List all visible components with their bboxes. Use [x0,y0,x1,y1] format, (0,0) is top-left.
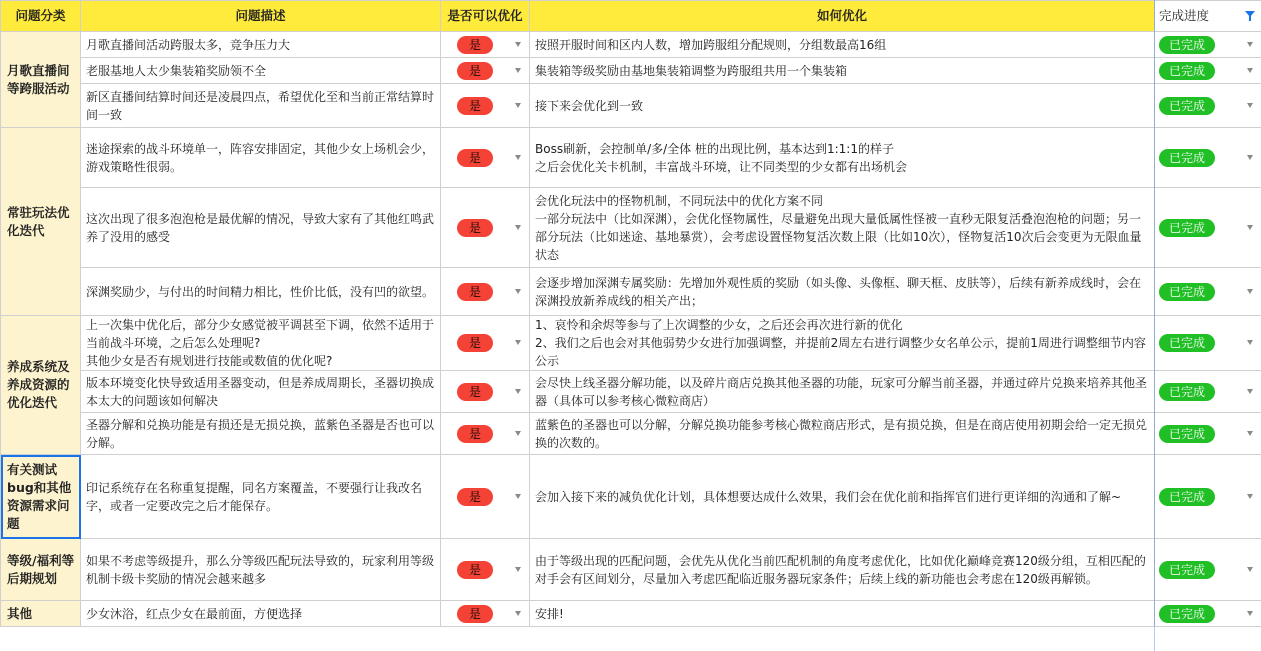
chevron-down-icon[interactable] [1247,567,1253,572]
status-badge: 已完成 [1159,334,1215,352]
chevron-down-icon[interactable] [1247,611,1253,616]
chevron-down-icon[interactable] [515,431,521,436]
optimizable-dropdown[interactable] [441,58,530,84]
chevron-down-icon[interactable] [515,42,521,47]
yes-badge: 是 [457,488,493,506]
optimizable-dropdown[interactable] [441,371,530,413]
chevron-down-icon[interactable] [1247,389,1253,394]
chevron-down-icon[interactable] [1247,340,1253,345]
status-badge: 已完成 [1159,383,1215,401]
header-optimizable[interactable]: 是否可以优化 [441,1,530,32]
chevron-down-icon[interactable] [515,340,521,345]
filter-icon[interactable] [1245,11,1255,17]
header-status-label: 完成进度 [1159,8,1210,23]
category-cell[interactable]: 常驻玩法优化迭代 [1,128,81,316]
chevron-down-icon[interactable] [515,494,521,499]
yes-badge: 是 [457,62,493,80]
table-row [1,601,1261,627]
chevron-down-icon[interactable] [515,611,521,616]
chevron-down-icon[interactable] [515,155,521,160]
yes-badge: 是 [457,36,493,54]
table-row [1,58,1261,84]
chevron-down-icon[interactable] [1247,68,1253,73]
selection-border [1154,0,1155,651]
description-cell[interactable]: 这次出现了很多泡泡枪是最优解的情况，导致大家有了其他红鸣武养了没用的感受 [81,188,441,268]
table-row [1,268,1261,316]
how-cell[interactable]: 会优化玩法中的怪物机制，不同玩法中的优化方案不同 一部分玩法中（比如深渊），会优化怪物属性，尽量避免出现大量低属性怪被一直秒无限复活叠泡泡枪的问题；另一部分玩法（比如迷途、基地暴赏），会考虑设置怪物复活次数上限（比如10次），怪物复活10次后会变更为无限血量状态 [530,188,1155,268]
yes-badge: 是 [457,425,493,443]
status-badge: 已完成 [1159,488,1215,506]
optimizable-dropdown[interactable] [441,188,530,268]
chevron-down-icon[interactable] [1247,225,1253,230]
category-cell[interactable]: 其他 [1,601,81,627]
yes-badge: 是 [457,334,493,352]
yes-badge: 是 [457,97,493,115]
status-dropdown[interactable] [1155,58,1261,84]
how-cell[interactable]: 会逐步增加深渊专属奖励：先增加外观性质的奖励（如头像、头像框、聊天框、皮肤等），后续有新养成线时，会在深渊投放新养成线的相关产出； [530,268,1155,316]
status-badge: 已完成 [1159,425,1215,443]
status-dropdown[interactable] [1155,84,1261,128]
description-cell[interactable]: 新区直播间结算时间还是凌晨四点，希望优化至和当前正常结算时间一致 [81,84,441,128]
description-cell[interactable]: 老服基地人太少集装箱奖励领不全 [81,58,441,84]
status-dropdown[interactable] [1155,413,1261,455]
how-cell[interactable]: 1、哀怜和余烬等参与了上次调整的少女，之后还会再次进行新的优化 2、我们之后也会对其他弱势少女进行加强调整，并提前2周左右进行调整少女名单公示，提前1周进行调整细节内容公示 [530,316,1155,371]
optimizable-dropdown[interactable] [441,316,530,371]
header-description[interactable]: 问题描述 [81,1,441,32]
status-dropdown[interactable] [1155,128,1261,188]
status-badge: 已完成 [1159,605,1215,623]
table-row [1,413,1261,455]
chevron-down-icon[interactable] [515,103,521,108]
how-cell[interactable]: 由于等级出现的匹配问题，会优先从优化当前匹配机制的角度考虑优化，比如优化巅峰竞赛120级分组，互相匹配的对手会有区间划分，尽量加入考虑匹配临近服务器玩家条件；后续上线的新功能也会考虑在120级再解锁。 [530,539,1155,601]
description-cell[interactable]: 迷途探索的战斗环境单一，阵容安排固定，其他少女上场机会少，游戏策略性很弱。 [81,128,441,188]
status-dropdown[interactable] [1155,601,1261,627]
status-dropdown[interactable] [1155,316,1261,371]
status-badge: 已完成 [1159,149,1215,167]
status-dropdown[interactable] [1155,32,1261,58]
category-cell[interactable]: 养成系统及养成资源的优化迭代 [1,316,81,455]
optimizable-dropdown[interactable] [441,128,530,188]
header-how[interactable]: 如何优化 [530,1,1155,32]
yes-badge: 是 [457,283,493,301]
description-cell[interactable]: 印记系统存在名称重复提醒，同名方案覆盖，不要强行让我改名字，或者一定要改完之后才能保存。 [81,455,441,539]
table-row [1,128,1261,188]
description-cell[interactable]: 如果不考虑等级提升，那么分等级匹配玩法导致的，玩家利用等级机制卡级卡奖励的情况会越来越多 [81,539,441,601]
how-cell[interactable]: 集装箱等级奖励由基地集装箱调整为跨服组共用一个集装箱 [530,58,1155,84]
optimizable-dropdown[interactable] [441,539,530,601]
status-badge: 已完成 [1159,97,1215,115]
header-row [1,1,1261,32]
optimizable-dropdown[interactable] [441,84,530,128]
table-row [1,84,1261,128]
status-dropdown[interactable] [1155,455,1261,539]
chevron-down-icon[interactable] [515,68,521,73]
description-cell[interactable]: 少女沐浴，红点少女在最前面，方便选择 [81,601,441,627]
status-badge: 已完成 [1159,62,1215,80]
header-status[interactable] [1155,1,1261,32]
status-dropdown[interactable] [1155,371,1261,413]
description-cell[interactable]: 月歌直播间活动跨服太多，竞争压力大 [81,32,441,58]
description-cell[interactable]: 版本环境变化快导致适用圣器变动，但是养成周期长，圣器切换成本太大的问题该如何解决 [81,371,441,413]
category-cell[interactable]: 月歌直播间等跨服活动 [1,32,81,128]
optimizable-dropdown[interactable] [441,413,530,455]
description-cell[interactable]: 圣器分解和兑换功能是有损还是无损兑换，蓝紫色圣器是否也可以分解。 [81,413,441,455]
optimizable-dropdown[interactable] [441,455,530,539]
status-dropdown[interactable] [1155,188,1261,268]
optimizable-dropdown[interactable] [441,601,530,627]
status-badge: 已完成 [1159,219,1215,237]
category-cell[interactable]: 有关测试bug和其他资源需求问题 [1,455,81,539]
chevron-down-icon[interactable] [1247,103,1253,108]
chevron-down-icon[interactable] [515,389,521,394]
status-badge: 已完成 [1159,561,1215,579]
chevron-down-icon[interactable] [515,225,521,230]
optimizable-dropdown[interactable] [441,32,530,58]
table-row [1,539,1261,601]
table-row [1,371,1261,413]
yes-badge: 是 [457,561,493,579]
how-cell[interactable]: Boss刷新，会控制单/多/全体 桩的出现比例，基本达到1:1:1的样子 之后会优化关卡机制，丰富战斗环境，让不同类型的少女都有出场机会 [530,128,1155,188]
chevron-down-icon[interactable] [1247,42,1253,47]
how-cell[interactable]: 会尽快上线圣器分解功能，以及碎片商店兑换其他圣器的功能，玩家可分解当前圣器，并通过碎片兑换来培养其他圣器（具体可以参考核心微粒商店） [530,371,1155,413]
category-cell[interactable]: 等级/福利等后期规划 [1,539,81,601]
chevron-down-icon[interactable] [1247,289,1253,294]
yes-badge: 是 [457,605,493,623]
status-dropdown[interactable] [1155,539,1261,601]
status-dropdown[interactable] [1155,268,1261,316]
optimizable-dropdown[interactable] [441,268,530,316]
header-category[interactable]: 问题分类 [1,1,81,32]
chevron-down-icon[interactable] [1247,155,1253,160]
chevron-down-icon[interactable] [515,289,521,294]
how-cell[interactable]: 按照开服时间和区内人数，增加跨服组分配规则，分组数最高16组 [530,32,1155,58]
how-cell[interactable]: 蓝紫色的圣器也可以分解，分解兑换功能参考核心微粒商店形式，是有损兑换，但是在商店使用初期会给一定无损兑换的次数的。 [530,413,1155,455]
table-row [1,316,1261,371]
status-badge: 已完成 [1159,283,1215,301]
status-badge: 已完成 [1159,36,1215,54]
description-cell[interactable]: 深渊奖励少，与付出的时间精力相比，性价比低，没有凹的欲望。 [81,268,441,316]
table-row [1,455,1261,539]
chevron-down-icon[interactable] [1247,494,1253,499]
chevron-down-icon[interactable] [515,567,521,572]
yes-badge: 是 [457,219,493,237]
yes-badge: 是 [457,149,493,167]
yes-badge: 是 [457,383,493,401]
how-cell[interactable]: 安排! [530,601,1155,627]
table-row [1,32,1261,58]
how-cell[interactable]: 接下来会优化到一致 [530,84,1155,128]
description-cell[interactable]: 上一次集中优化后，部分少女感觉被平调甚至下调，依然不适用于当前战斗环境，之后怎么处理呢? 其他少女是否有规划进行技能或数值的优化呢? [81,316,441,371]
how-cell[interactable]: 会加入接下来的减负优化计划，具体想要达成什么效果，我们会在优化前和指挥官们进行更详细的沟通和了解~ [530,455,1155,539]
chevron-down-icon[interactable] [1247,431,1253,436]
table-row [1,188,1261,268]
